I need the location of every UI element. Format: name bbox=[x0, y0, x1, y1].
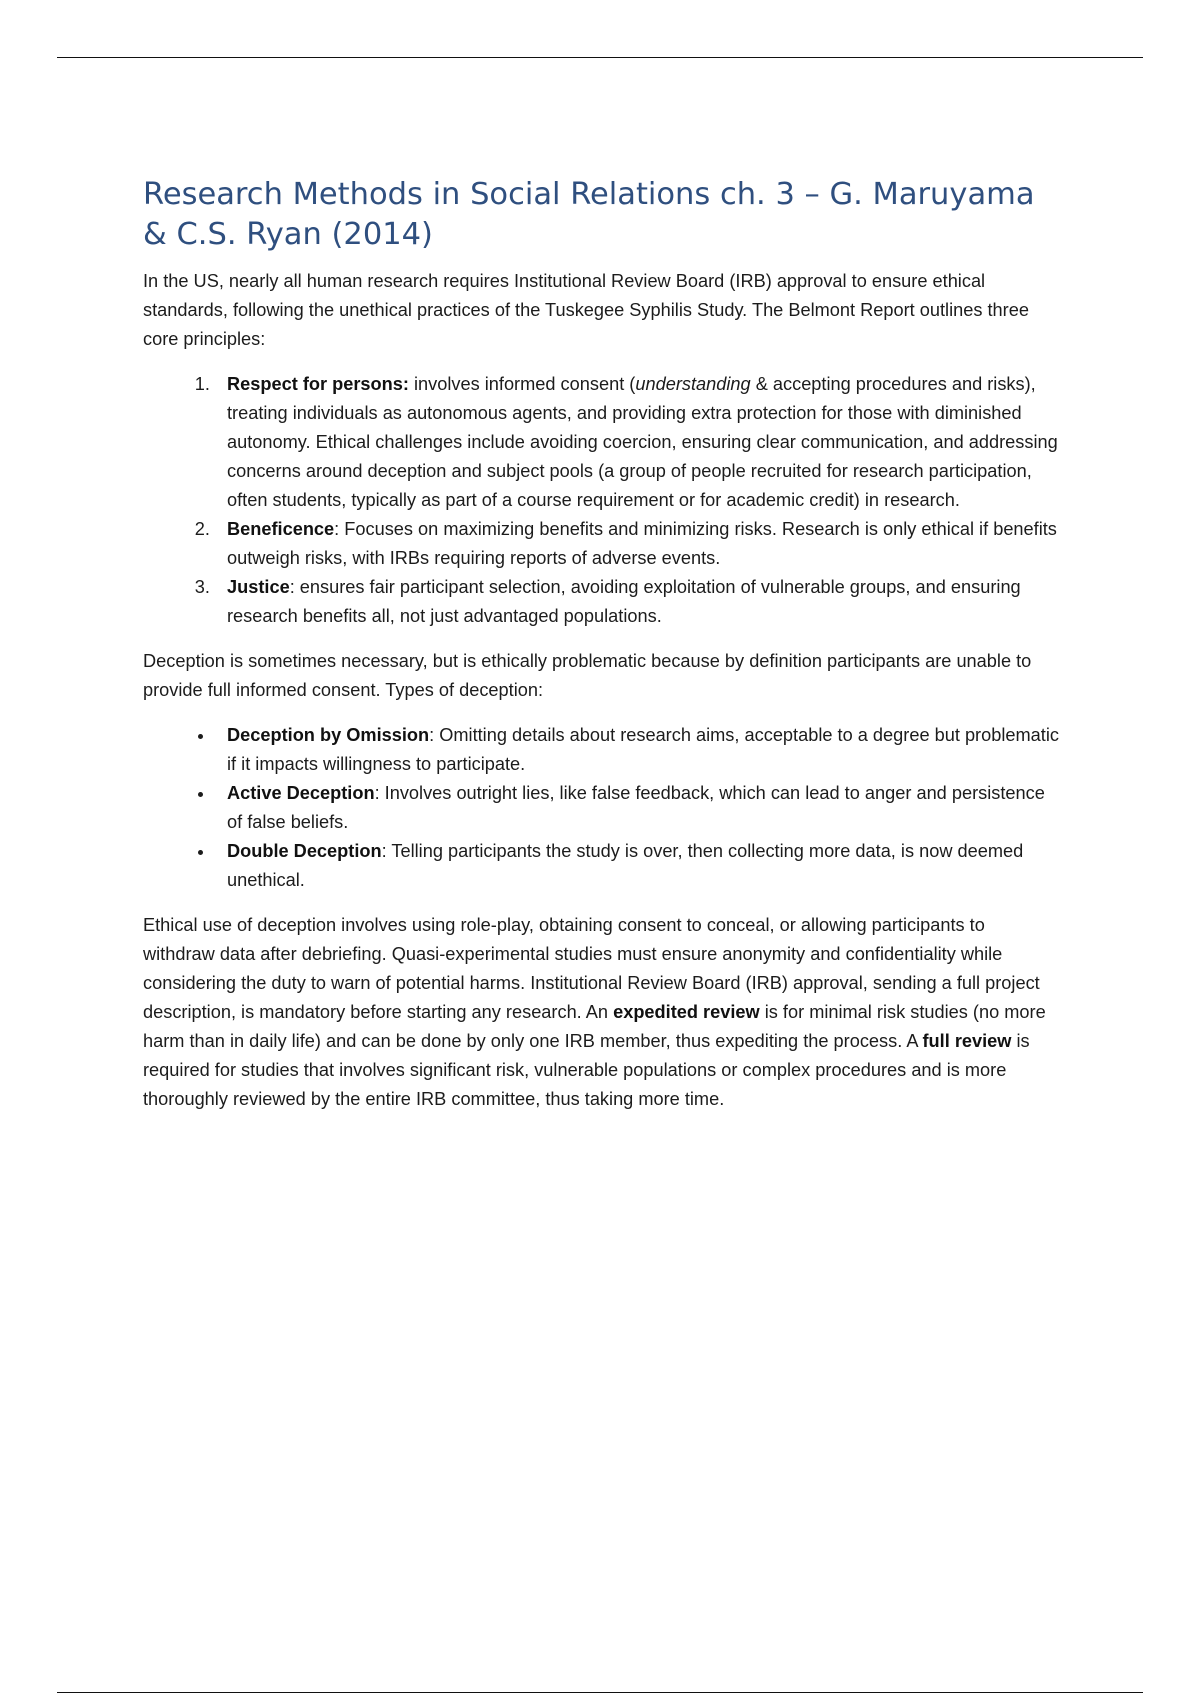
expedited-review-term: expedited review bbox=[613, 1002, 760, 1022]
intro-paragraph: In the US, nearly all human research requires Institutional Review Board (IRB) approval to ensure ethical standards, following the unethical practices of the Tuskegee Syphilis Study. The Belmont Report outlines three core principles: bbox=[143, 271, 1029, 349]
deception-type-active: • Active Deception: Involves outright lies, like false feedback, which can lead to anger and persistence of false beliefs. bbox=[215, 779, 1061, 837]
deception-intro-paragraph: Deception is sometimes necessary, but is ethically problematic because by definition participants are unable to provide full informed consent. Types of deception: bbox=[143, 651, 1032, 700]
footer-rule bbox=[57, 1692, 1143, 1693]
emphasis-text: understanding bbox=[635, 374, 751, 394]
deception-type-double: • Double Deception: Telling participants the study is over, then collecting more data, is now deemed unethical. bbox=[215, 837, 1061, 895]
principle-term: Beneficence bbox=[227, 519, 335, 539]
principle-term: Respect for persons: bbox=[227, 374, 409, 394]
principle-justice: 3. Justice: ensures fair participant selection, avoiding exploitation of vulnerable groups, and ensuring research benefits all, not just advantaged populations. bbox=[215, 573, 1061, 631]
deception-types-list bbox=[143, 721, 1061, 895]
header-rule bbox=[57, 57, 1143, 58]
document-title: Research Methods in Social Relations ch. 3 – G. Maruyama & C.S. Ryan (2014) bbox=[143, 177, 1035, 252]
deception-term: Active Deception bbox=[227, 783, 375, 803]
deception-term: Deception by Omission bbox=[227, 725, 430, 745]
principle-beneficence: 2. Beneficence: Focuses on maximizing benefits and minimizing risks. Research is only ethical if benefits outweigh risks, with IRBs requiring reports of adverse events. bbox=[215, 515, 1061, 573]
principle-term: Justice bbox=[227, 577, 290, 597]
closing-paragraph: Ethical use of deception involves using role-play, obtaining consent to conceal, or allowing participants to withdraw data after debriefing. Quasi-experimental studies must ensure anonymity and confidentiality while considering the duty to warn of potential harms. Institutional Review Board (IRB) approval, sending a full project description, is mandatory before starting any research. An expedited review is for minimal risk studies (no more harm than in daily life) and can be done by only one IRB member, thus expediting the process. A full review is required for studies that involves significant risk, vulnerable populations or complex procedures and is more thoroughly reviewed by the entire IRB committee, thus taking more time. bbox=[143, 915, 1046, 1109]
principles-list bbox=[143, 370, 1061, 631]
principle-respect-for-persons: 1. Respect for persons: involves informed consent (understanding & accepting procedures and risks), treating individuals as autonomous agents, and providing extra protection for those with diminished autonomy. Ethical challenges include avoiding coercion, ensuring clear communication, and addressing concerns around deception and subject pools (a group of people recruited for research participation, often students, typically as part of a course requirement or for academic credit) in research. bbox=[215, 370, 1061, 515]
full-review-term: full review bbox=[922, 1031, 1012, 1051]
document-body bbox=[143, 175, 1061, 1130]
deception-type-omission: • Deception by Omission: Omitting details about research aims, acceptable to a degree but problematic if it impacts willingness to participate. bbox=[215, 721, 1061, 779]
deception-term: Double Deception bbox=[227, 841, 382, 861]
